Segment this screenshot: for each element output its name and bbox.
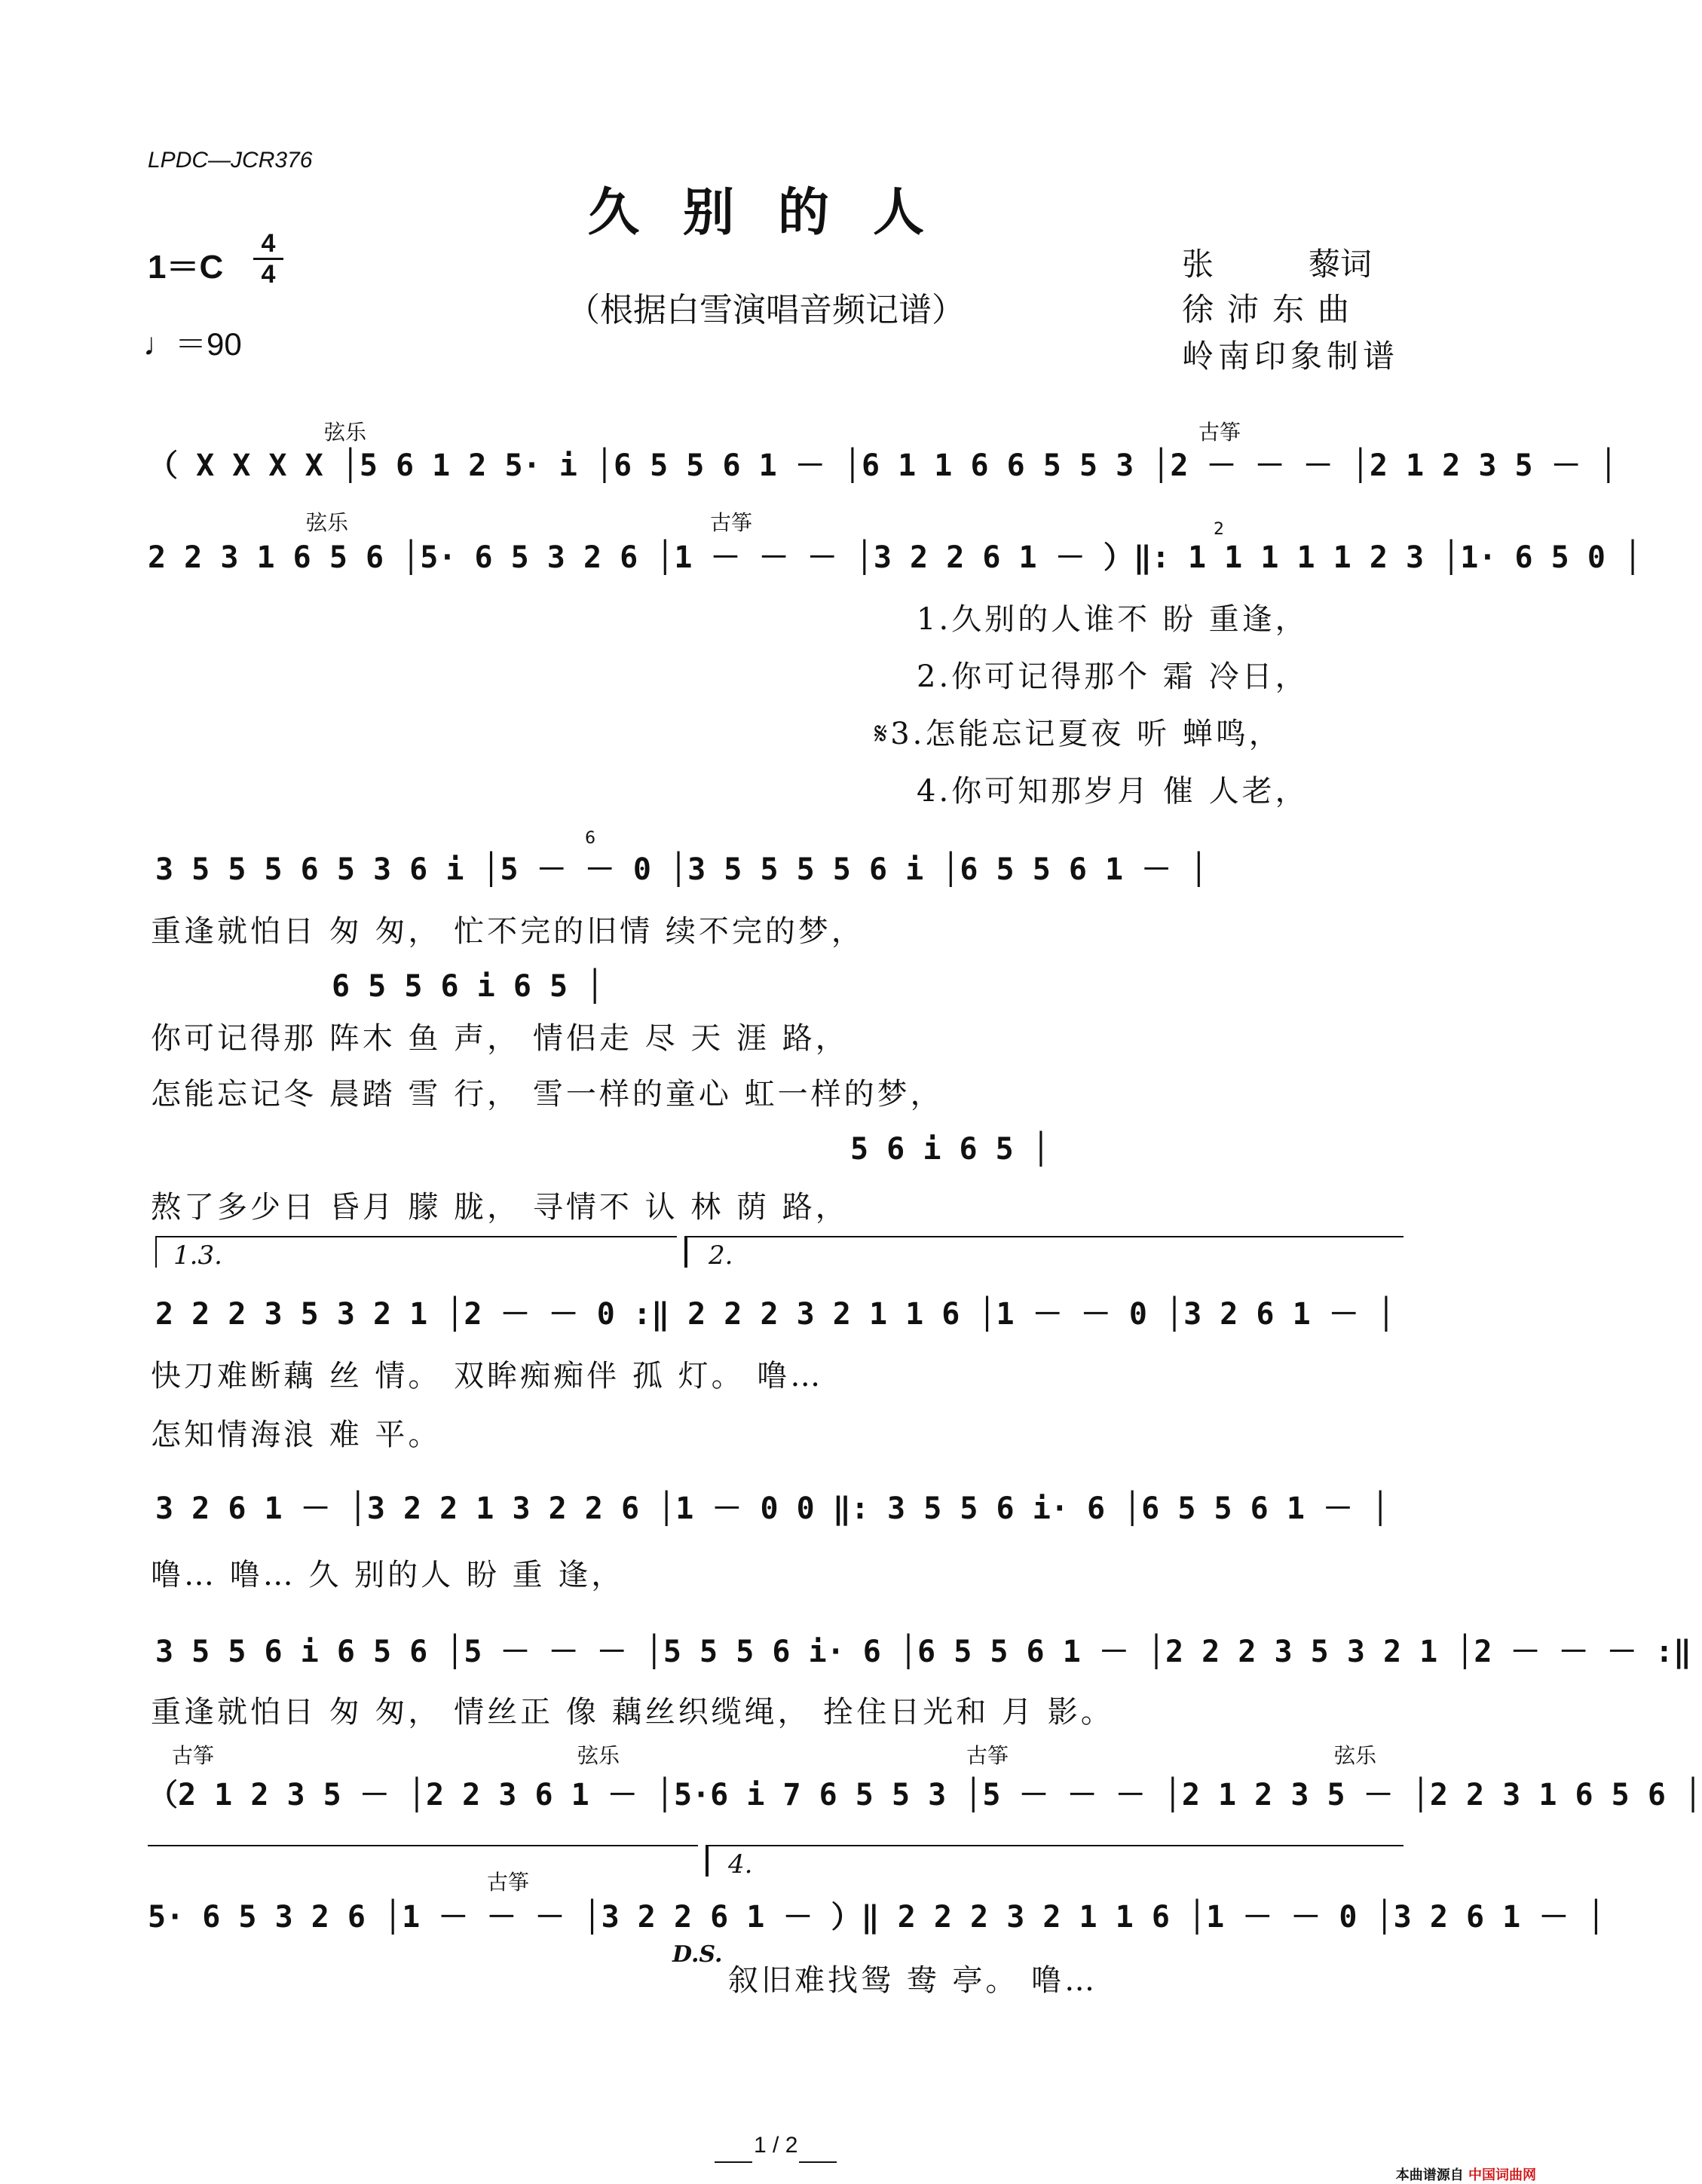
lyric-line: 你可记得那 阵木 鱼 声， 情侣走 尽 天 涯 路， <box>151 1021 849 1056</box>
lyric-line: 重逢就怕日 匆 匆， 情丝正 像 藕丝织缆绳， 拴住日光和 月 影。 <box>151 1695 1114 1730</box>
ending-bracket <box>684 1236 1404 1268</box>
time-signature-bottom: 4 <box>261 260 276 289</box>
ending-label: 2. <box>709 1240 733 1271</box>
ending-label: 1.3. <box>173 1240 222 1271</box>
instrument-label: 弦乐 <box>577 1743 620 1768</box>
arranger-credit: 岭南印象制谱 <box>1182 338 1400 375</box>
grace-note-mark: 2 <box>1214 520 1224 539</box>
staff-row-1: （ X X X X │5 6 1 2 5· i │6 5 5 6 1 － │6 1 1 6 6 5 5 3 │2 － － － │2 1 2 3 5 － │ <box>148 448 1618 483</box>
lyric-line: 怎能忘记冬 晨踏 雪 行， 雪一样的童心 虹一样的梦， <box>151 1077 944 1112</box>
lyric-line: 叙旧难找鸳 鸯 亭。 噜… <box>728 1963 1098 1998</box>
ending-bracket <box>706 1845 1404 1877</box>
staff-row-7: 3 5 5 6 i 6 5 6 │5 － － － │5 5 5 6 i· 6 │6 5 5 6 1 － │2 2 2 3 5 3 2 1 │2 － － － :‖ <box>155 1635 1691 1669</box>
instrument-label: 古筝 <box>710 510 753 535</box>
staff-row-6: 3 2 6 1 － │3 2 2 1 3 2 2 6 │1 － 0 0 ‖: 3 5 5 6 i· 6 │6 5 5 6 1 － │ <box>155 1491 1390 1526</box>
staff-row-3: 3 5 5 5 6 5 3 6 i │5 － － 0 │3 5 5 5 5 6 i │6 5 5 6 1 － │ <box>155 852 1208 887</box>
instrument-label: 弦乐 <box>324 420 367 445</box>
lyric-verse-3: 𝄋3.怎能忘记夏夜 听 蝉鸣， <box>874 717 1282 751</box>
staff-row-2: 2 2 3 1 6 5 6 │5· 6 5 3 2 6 │1 － － － │3 2 2 6 1 － ）‖: 1 1 1 1 1 2 3 │1· 6 5 0 │ <box>148 540 1642 575</box>
key-signature: 1＝C <box>148 249 224 286</box>
staff-row-variant: 5 6 i 6 5 │ <box>850 1132 1050 1167</box>
tempo-mark: ♩＝90 <box>143 326 242 362</box>
staff-row-5: 2 2 2 3 5 3 2 1 │2 － － 0 :‖ 2 2 2 3 2 1 1 6 │1 － － 0 │3 2 6 1 － │ <box>155 1297 1395 1332</box>
score-subtitle: （根据白雪演唱音频记谱） <box>567 291 965 329</box>
source-footer <box>1396 2164 1536 2184</box>
staff-row-8: （2 1 2 3 5 － │2 2 3 6 1 － │5·6 i 7 6 5 5 3 │5 － － － │2 1 2 3 5 － │2 2 3 1 6 5 6 │ <box>148 1778 1702 1812</box>
time-signature-top: 4 <box>261 229 276 258</box>
staff-row-9: 5· 6 5 3 2 6 │1 － － － │3 2 2 6 1 － ）‖ 2 2 2 3 2 1 1 6 │1 － － 0 │3 2 6 1 － │ <box>148 1900 1606 1935</box>
lyric-verse-4: 4.你可知那岁月 催 人老， <box>917 774 1309 809</box>
lyricist-rest: 藜词 <box>1309 246 1373 283</box>
instrument-label: 古筝 <box>1198 420 1241 445</box>
lyricist-credit <box>1182 240 1372 285</box>
time-signature <box>253 231 283 287</box>
lyric-line: 噜… 噜… 久 别的人 盼 重 逢， <box>151 1558 625 1592</box>
song-title: 久别的人 <box>588 182 969 243</box>
lyric-verse-2: 2.你可记得那个 霜 冷日， <box>917 659 1309 694</box>
ending-bracket <box>155 1236 677 1268</box>
instrument-label: 弦乐 <box>1334 1743 1377 1768</box>
lyric-verse-1: 1.久别的人谁不 盼 重逢， <box>917 602 1309 637</box>
source-site: 中国词曲网 <box>1468 2167 1536 2183</box>
staff-row-variant: 6 5 5 6 i 6 5 │ <box>332 969 605 1004</box>
grace-note-mark: 6 <box>585 829 595 848</box>
lyric-line: 重逢就怕日 匆 匆， 忙不完的旧情 续不完的梦， <box>151 914 865 949</box>
instrument-label: 古筝 <box>487 1870 530 1895</box>
lyric-line: 快刀难断藕 丝 情。 双眸痴痴伴 孤 灯。 噜… <box>151 1359 824 1393</box>
score-code: LPDC—JCR376 <box>148 148 313 173</box>
ending-label: 4. <box>728 1849 753 1880</box>
page-number-line <box>799 2161 837 2163</box>
instrument-label: 弦乐 <box>306 510 349 535</box>
instrument-label: 古筝 <box>966 1743 1009 1768</box>
page-number: 1 / 2 <box>754 2133 798 2158</box>
source-prefix: 本曲谱源自 <box>1395 2167 1464 2183</box>
staff-divider <box>148 1845 698 1846</box>
dal-segno-mark: D.S. <box>672 1941 723 1968</box>
instrument-label: 古筝 <box>172 1743 215 1768</box>
lyricist-surname: 张 <box>1182 246 1214 283</box>
page-number-line <box>715 2161 752 2163</box>
composer-credit: 徐沛东曲 <box>1182 291 1364 328</box>
lyric-line: 怎知情海浪 难 平。 <box>151 1418 442 1452</box>
lyric-line: 熬了多少日 昏月 朦 胧， 寻情不 认 林 荫 路， <box>151 1190 849 1225</box>
